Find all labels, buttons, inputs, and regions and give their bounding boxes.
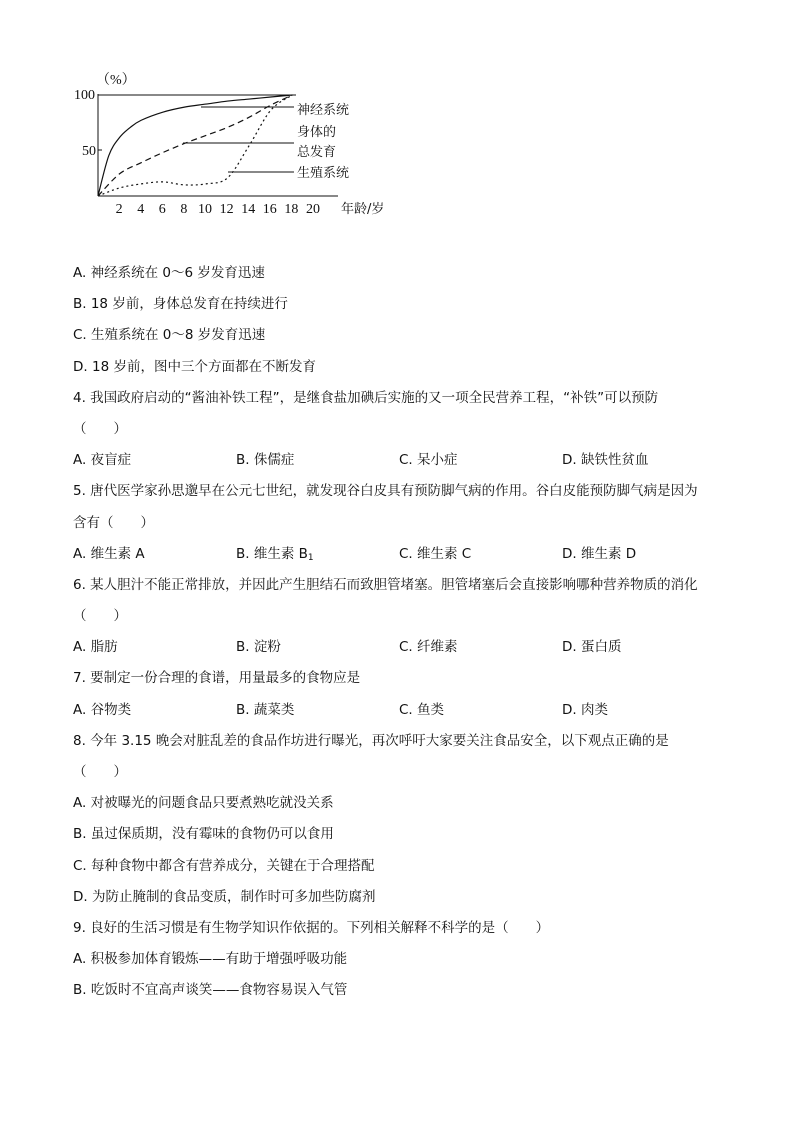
question-6-options — [73, 632, 764, 663]
question-6-stem: 6. 某人胆汁不能正常排放，并因此产生胆结石而致胆管堵塞。胆管堵塞后会直接影响哪种营养物质的消化 — [73, 576, 698, 593]
q9-option-a: A. 积极参加体育锻炼——有助于增强呼吸功能 — [73, 951, 348, 968]
option-a-q3: A. 神经系统在 0～6 岁发育迅速 — [73, 265, 265, 281]
x-tick-label: 8 — [180, 202, 188, 217]
question-4-stem: 4. 我国政府启动的“酱油补铁工程”，是继食盐加碘后实施的又一项全民营养工程，“补铁”可以预防 — [73, 389, 659, 406]
q4-option-b: B. 侏儒症 — [236, 452, 295, 469]
x-tick-label: 12 — [219, 202, 234, 217]
y-tick-50: 50 — [82, 144, 96, 159]
body-growth-line — [98, 95, 292, 196]
q6-option-a: A. 脂肪 — [73, 639, 118, 656]
question-4-options — [73, 445, 764, 476]
question-7-options — [73, 695, 764, 726]
q8-option-c: C. 每种食物中都含有营养成分，关键在于合理搭配 — [73, 857, 375, 874]
question-4-blank: （ ） — [73, 420, 127, 437]
q4-option-d: D. 缺铁性贫血 — [562, 452, 649, 469]
q4-option-a: A. 夜盲症 — [73, 452, 132, 469]
x-tick-label: 4 — [137, 202, 145, 217]
q5-option-c: C. 维生素 C — [399, 545, 472, 562]
q6-option-c: C. 纤维素 — [399, 639, 458, 656]
y-tick-100: 100 — [74, 88, 95, 103]
q4-option-c: C. 呆小症 — [399, 452, 458, 469]
q7-option-d: D. 肉类 — [562, 701, 608, 718]
series-group — [98, 95, 292, 196]
question-7-stem: 7. 要制定一份合理的食谱，用量最多的食物应是 — [73, 670, 361, 687]
q9-option-b: B. 吃饭时不宜高声谈笑——食物容易误入气管 — [73, 982, 348, 999]
nervous-system-line — [98, 95, 292, 196]
legend-body-2: 总发育 — [297, 145, 337, 160]
legend-nervous: 神经系统 — [297, 103, 350, 118]
q5-option-b-text: B. 维生素 B — [236, 545, 308, 562]
legend-reproductive: 生殖系统 — [297, 166, 350, 181]
growth-chart-svg — [66, 64, 385, 224]
question-5-options — [73, 539, 764, 570]
q8-option-b: B. 虽过保质期，没有霉味的食物仍可以食用 — [73, 826, 334, 843]
question-8-blank: （ ） — [73, 764, 127, 780]
x-tick-labels — [116, 202, 320, 217]
question-8-stem: 8. 今年 3.15 晚会对脏乱差的食品作坊进行曝光，再次呼吁大家要关注食品安全，以下观点正确的是 — [73, 732, 669, 749]
q7-option-a: A. 谷物类 — [73, 701, 132, 718]
x-tick-label: 16 — [262, 202, 277, 217]
q5-option-a: A. 维生素 A — [73, 545, 145, 562]
x-tick-label: 2 — [115, 202, 123, 217]
x-tick-label: 10 — [198, 202, 212, 217]
x-tick-label: 6 — [158, 202, 166, 217]
x-tick-label: 14 — [241, 202, 256, 217]
x-axis-label: 年龄/岁 — [341, 202, 385, 217]
question-5-stem-cont: 含有（ ） — [73, 514, 154, 531]
question-6-blank: （ ） — [73, 608, 127, 625]
q8-option-a: A. 对被曝光的问题食品只要煮熟吃就没关系 — [73, 795, 334, 812]
option-b-q3: B. 18 岁前，身体总发育在持续进行 — [73, 296, 288, 313]
growth-chart — [66, 64, 385, 224]
question-9-stem: 9. 良好的生活习惯是有生物学知识作依据的。下列相关解释不科学的是（ ） — [73, 919, 550, 936]
option-d-q3: D. 18 岁前，图中三个方面都在不断发育 — [73, 358, 316, 375]
x-tick-label: 18 — [284, 202, 299, 217]
q6-option-d: D. 蛋白质 — [562, 639, 622, 656]
q5-option-b-subscript: 1 — [307, 552, 314, 563]
question-5-stem: 5. 唐代医学家孙思邈早在公元七世纪，就发现谷白皮具有预防脚气病的作用。谷白皮能预防脚气病是因为 — [73, 483, 698, 500]
q7-option-c: C. 鱼类 — [399, 701, 445, 718]
q8-option-d: D. 为防止腌制的食品变质，制作时可多加些防腐剂 — [73, 888, 376, 905]
question-body — [73, 258, 764, 1007]
q7-option-b: B. 蔬菜类 — [236, 701, 295, 718]
legend-body-1: 身体的 — [297, 125, 337, 140]
x-tick-label: 20 — [306, 202, 320, 217]
reproductive-system-line — [98, 95, 292, 196]
q5-option-b — [236, 539, 399, 570]
option-c-q3: C. 生殖系统在 0～8 岁发育迅速 — [73, 327, 266, 344]
q5-option-d: D. 维生素 D — [562, 545, 637, 562]
q6-option-b: B. 淀粉 — [236, 639, 281, 656]
y-axis-unit: （%） — [96, 73, 136, 88]
